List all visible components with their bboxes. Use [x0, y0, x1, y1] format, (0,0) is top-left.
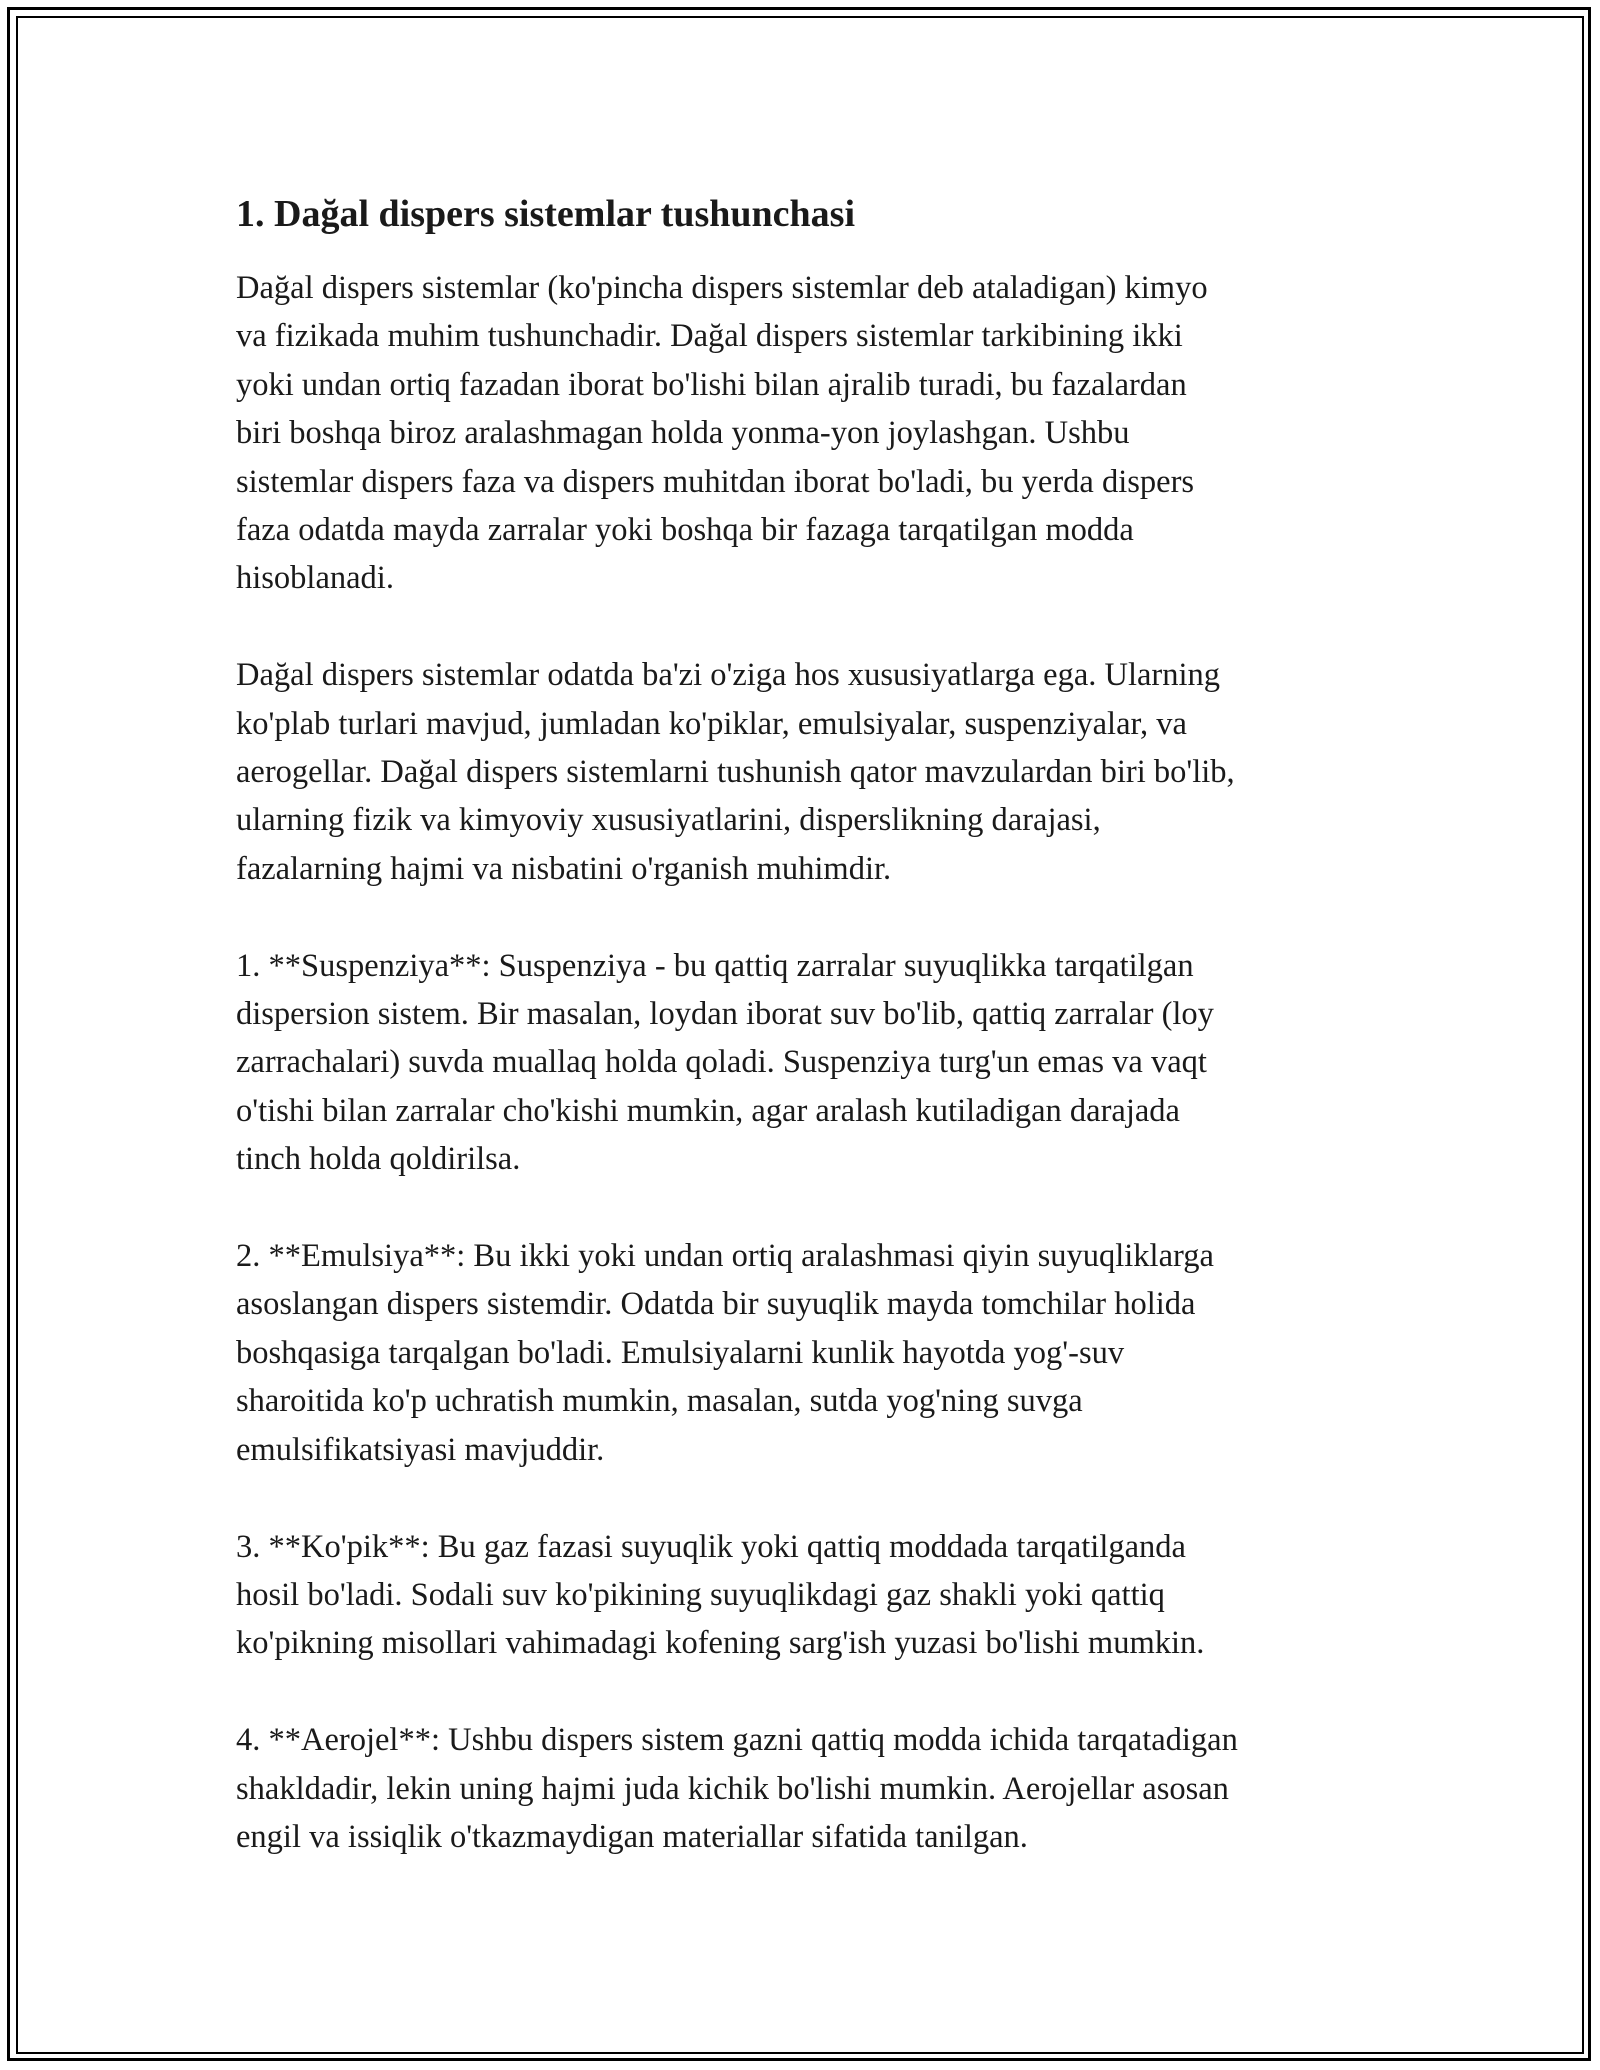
document-body	[236, 186, 1376, 1910]
document-title: 1. Dağal dispers sistemlar tushunchasi	[236, 193, 856, 235]
paragraph-intro: Dağal dispers sistemlar (ko'pincha dispers sistemlar deb ataladigan) kimyo va fizikada muhim tushunchadir. Dağal dispers sistemlar tarkibining ikki yoki undan ortiq fazadan iborat bo'lishi bilan ajralib turadi, bu fazalardan biri boshqa biroz aralashmagan holda yonma-yon joylashgan. Ushbu sistemlar dispers faza va dispers muhitdan iborat bo'ladi, bu yerda dispers faza odatda mayda zarralar yoki boshqa bir fazaga tarqatilgan modda hisoblanadi.	[236, 270, 1208, 597]
paragraph-suspension: 1. **Suspenziya**: Suspenziya - bu qattiq zarralar suyuqlikka tarqatilgan dispersion sistem. Bir masalan, loydan iborat suv bo'lib, qattiq zarralar (loy zarrachalari) suvda muallaq holda qoladi. Suspenziya turg'un emas va vaqt o'tishi bilan zarralar cho'kishi mumkin, agar aralash kutiladigan darajada tinch holda qoldirilsa.	[236, 947, 1214, 1178]
paragraph-aerogel: 4. **Aerojel**: Ushbu dispers sistem gazni qattiq modda ichida tarqatadigan shakldadir, lekin uning hajmi juda kichik bo'lishi mumkin. Aerojellar asosan engil va issiqlik o'tkazmaydigan materiallar sifatida tanilgan.	[236, 1722, 1238, 1855]
paragraph-foam: 3. **Ko'pik**: Bu gaz fazasi suyuqlik yoki qattiq moddada tarqatilganda hosil bo'ladi. Sodali suv ko'pikining suyuqlikdagi gaz shakli yoki qattiq ko'pikning misollari vahimadagi kofening sarg'ish yuzasi bo'lishi mumkin.	[236, 1528, 1205, 1662]
paragraph-properties: Dağal dispers sistemlar odatda ba'zi o'ziga hos xususiyatlarga ega. Ularning ko'plab turlari mavjud, jumladan ko'piklar, emulsiyalar, suspenziyalar, va aerogellar. Dağal dispers sistemlarni tushunish qator mavzulardan biri bo'lib, ularning fizik va kimyoviy xususiyatlarini, disperslikning darajasi, fazalarning hajmi va nisbatini o'rganish muhimdir.	[236, 657, 1235, 887]
paragraph-emulsion: 2. **Emulsiya**: Bu ikki yoki undan ortiq aralashmasi qiyin suyuqliklarga asoslangan dispers sistemdir. Odatda bir suyuqlik mayda tomchilar holida boshqasiga tarqalgan bo'ladi. Emulsiyalarni kunlik hayotda yog'-suv sharoitida ko'p uchratish mumkin, masalan, sutda yog'ning suvga emulsifikatsiyasi mavjuddir.	[236, 1238, 1214, 1468]
